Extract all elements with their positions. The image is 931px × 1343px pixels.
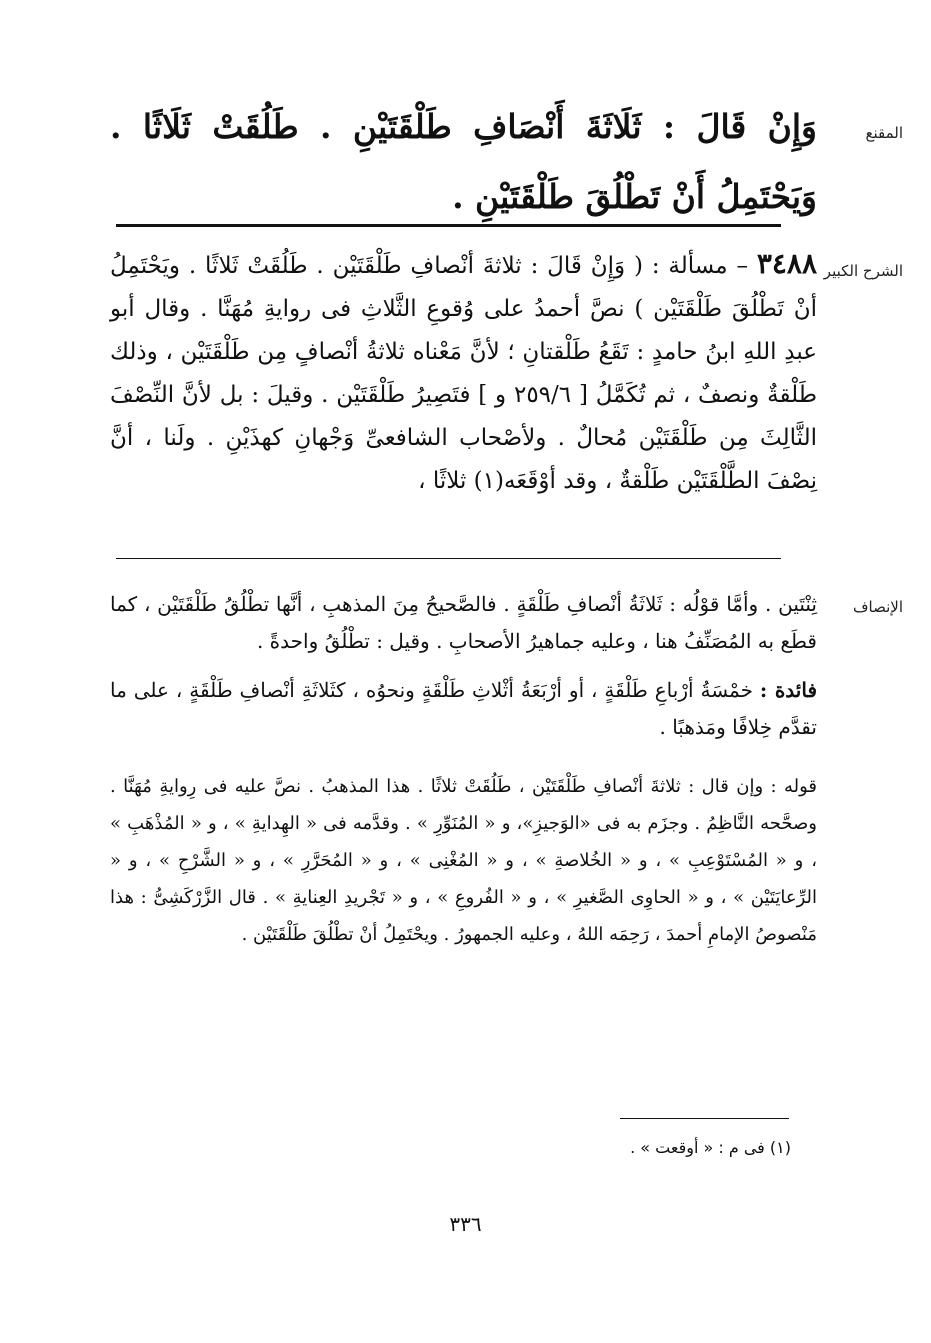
insaf-note-paragraph: قوله : وإن قال : ثلاثةَ أنْصافِ طَلْقَتَيْن ، طَلُقَتْ ثلاثًا . هذا المذهبُ . نصَّ عليه فى رِوايةِ مُهَنَّا . وصحَّحه النَّاظِمُ . وجزَم به فى «الوَجيزِ»، و « المُنَوِّرِ » . وقدَّمه فى « الهِدايةِ » ، و « المُذْهَبِ » ، و « المُسْتَوْعِبِ » ، و « الخُلاصةِ » ، و « المُغْنِى » ، و « المُحَرَّرِ » ، و « الشَّرْحِ » ، و « الرِّعايَتَيْن » ، و « الحاوِى الصَّغيرِ » ، و « الفُروعِ » ، و « تَجْريدِ العِنايةِ » . قال الزَّرْكَشِىُّ : هذا مَنْصوصُ الإمامِ أحمدَ ، رَحِمَه اللهُ ، وعليه الجمهورُ . ويحْتَمِلُ أنْ تطْلُقَ طَلْقَتَيْن . [110,776,817,945]
insaf-text-block [110,586,817,953]
section-label-sharh: الشرح الكبير [823,262,903,280]
insaf-paragraph-1: ثِنْتَين . وأمَّا قوْلُه : ثَلاثَةُ أنْصافِ طَلْقَةٍ . فالصَّحيحُ مِنَ المذهبِ ، أنَّها تطْلُقُ طَلْقَتَيْن ، كما قطَع به المُصَنِّفُ هنا ، وعليه جماهيرُ الأصحابِ . وقيل : تطْلُقُ واحدةً . [110,592,817,653]
fawida-text: خمْسَةُ أرْباعِ طَلْقَةٍ ، أو أرْبَعَةُ أثْلاثِ طَلْقَةٍ ونحوُه ، كثَلاثَةِ أنْصافِ طَلْقَةٍ ، على ما تقدَّم خِلافًا ومَذهبًا . [110,678,817,739]
page-number: ٣٣٦ [449,1212,482,1236]
fawida-paragraph [110,672,817,746]
thick-divider [116,224,781,227]
sharh-paragraph [110,242,817,503]
thin-divider [116,558,781,559]
muqni-text: وَإِنْ قَالَ : ثَلَاثَةَ أَنْصَافِ طَلْقَتَيْنِ . طَلُقَتْ ثَلَاثًا . وَيَحْتَمِلُ أَنْ تَطْلُقَ طَلْقَتَيْنِ . [110,107,817,216]
sharh-text: – مسألة : ( وَإِنْ قَالَ : ثلاثةَ أنْصافِ طَلْقَتَيْن . طَلُقَتْ ثَلاثًا . ويَحْتَمِلُ أنْ تَطْلُقَ طَلْقَتَيْن ) نصَّ أحمدُ على وُقوعِ الثَّلاثِ فى روايةِ مُهَنَّا . وقال أبو عبدِ اللهِ ابنُ حامدٍ : تَقَعُ طَلْقتانِ ؛ لأنَّ مَعْناه ثلاثةُ أنْصافٍ مِن طَلْقَتَيْن ، وذلك طَلْقةٌ ونصفٌ ، ثم تُكَمَّلُ [ ٢٥٩/٦ و ] فتَصِيرُ طَلْقَتَيْن . وقيلَ : بل لأنَّ النِّصْفَ الثَّالِثَ مِن طَلْقَتَيْن مُحالٌ . ولأصْحاب الشافعىِّ وَجْهانِ كهذَيْنِ . ولَنا ، أنَّ نِصْفَ الطَّلْقَتَيْن طَلْقةٌ ، وقد أوْقَعَه(١) ثلاثًا ، [110,253,818,494]
muqni-text-block [110,92,817,232]
section-label-muqni: المقنع [865,124,903,142]
fawida-label: فائدة : [759,678,818,702]
section-label-insaf: الإنصاف [852,598,903,616]
footnote: (١) فى م : « أوقعت » . [630,1138,791,1157]
issue-number: ٣٤٨٨ [756,247,817,280]
sharh-text-block [110,242,817,503]
footnote-divider [620,1118,789,1119]
